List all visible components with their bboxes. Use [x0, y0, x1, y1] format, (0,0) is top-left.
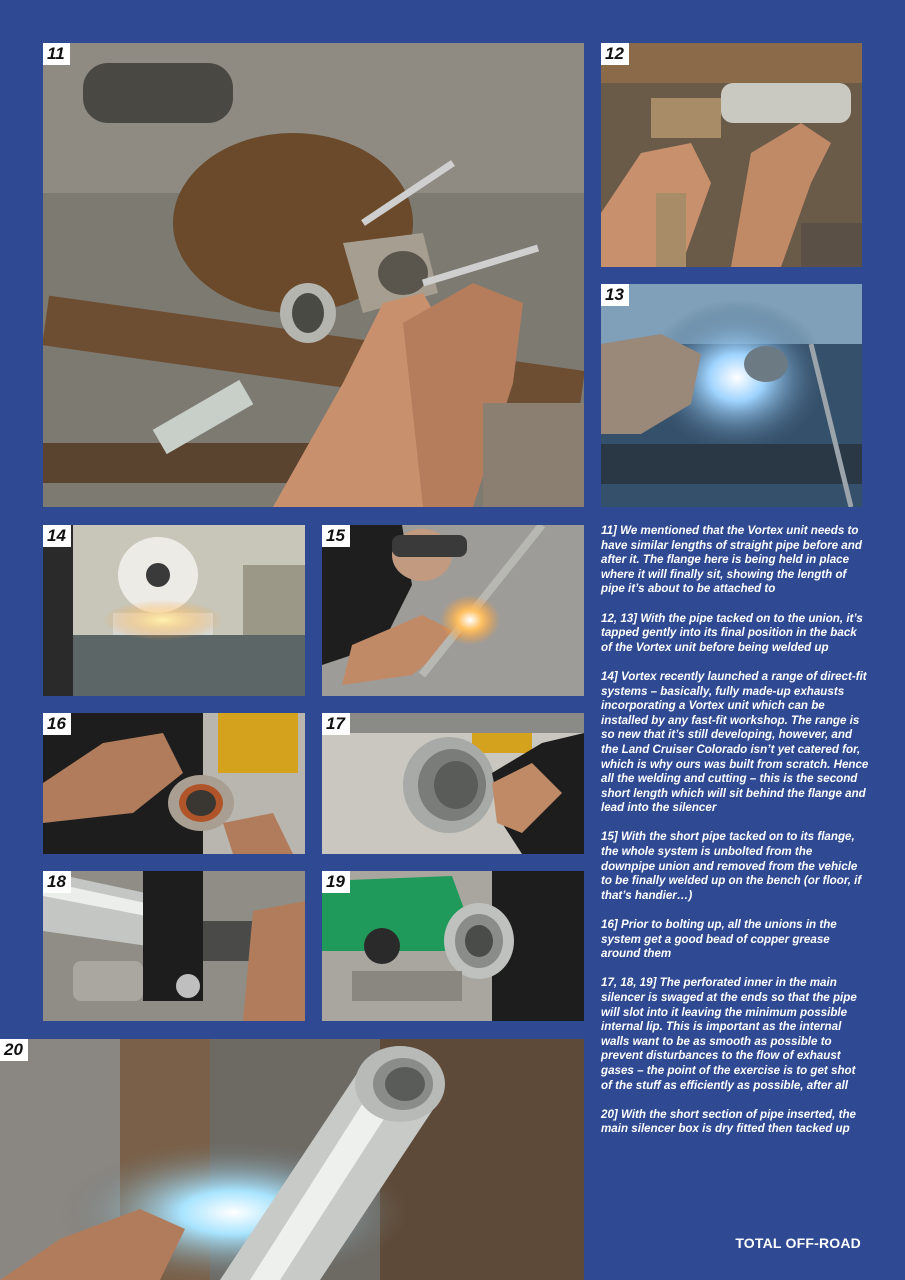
photo-15-image [322, 525, 584, 696]
photo-19-image [322, 871, 584, 1021]
photo-number: 11 [43, 43, 70, 65]
caption-20: 20] With the short section of pipe inserted, the main silencer box is dry fitted then tacked up [601, 1107, 856, 1136]
photo-11 [43, 43, 584, 507]
photo-number: 20 [0, 1039, 28, 1061]
photo-14-image [43, 525, 305, 696]
magazine-brand: TOTAL OFF-ROAD [735, 1235, 861, 1251]
caption-17-18-19: 17, 18, 19] The perforated inner in the main silencer is swaged at the ends so that the pipe will slot into it leaving the minimum possible internal lip. This is important as the internal walls want to be as smooth as possible to prevent disturbances to the flow of exhaust gases – the point of the exercise is to get shot of the stuff as efficiently as possible, after all [601, 976, 857, 1092]
photo-12-image [601, 43, 862, 267]
photo-18-image [43, 871, 305, 1021]
caption-12-13: 12, 13] With the pipe tacked on to the union, it’s tapped gently into its final position in the back of the Vortex unit before being welded up [601, 611, 863, 654]
caption-15: 15] With the short pipe tacked on to its flange, the whole system is unbolted from the downpipe union and removed from the vehicle to be finally welded up on the bench (or floor, if that’s handier…) [601, 830, 862, 902]
photo-16-image [43, 713, 305, 854]
photo-11-image [43, 43, 584, 507]
photo-17-image [322, 713, 584, 854]
photo-17 [322, 713, 584, 854]
photo-20-image [0, 1039, 584, 1280]
caption-11: 11] We mentioned that the Vortex unit needs to have similar lengths of straight pipe before and after it. The flange here is being held in place where it will finally sit, showing the length of pipe it’s about to be attached to [601, 524, 862, 596]
photo-18 [43, 871, 305, 1021]
photo-13-image [601, 284, 862, 507]
photo-number: 17 [322, 713, 350, 735]
captions [601, 524, 869, 1152]
photo-20 [0, 1039, 584, 1280]
caption-16: 16] Prior to bolting up, all the unions in the system get a good bead of copper grease around them [601, 918, 837, 961]
photo-15 [322, 525, 584, 696]
photo-16 [43, 713, 305, 854]
photo-number: 18 [43, 871, 71, 893]
photo-number: 19 [322, 871, 350, 893]
caption-14: 14] Vortex recently launched a range of direct-fit systems – basically, fully made-up exhausts incorporating a Vortex unit which can be installed by any fast-fit workshop. The range is so new that it’s still developing, however, and the Land Cruiser Colorado isn’t yet catered for, which is why ours was built from scratch. Hence all the welding and cutting – this is the second short length which will sit behind the flange and lead into the silencer [601, 669, 869, 815]
photo-13 [601, 284, 862, 507]
photo-number: 13 [601, 284, 629, 306]
photo-number: 16 [43, 713, 71, 735]
photo-12 [601, 43, 862, 267]
photo-number: 14 [43, 525, 71, 547]
photo-number: 15 [322, 525, 350, 547]
photo-14 [43, 525, 305, 696]
photo-number: 12 [601, 43, 629, 65]
photo-19 [322, 871, 584, 1021]
